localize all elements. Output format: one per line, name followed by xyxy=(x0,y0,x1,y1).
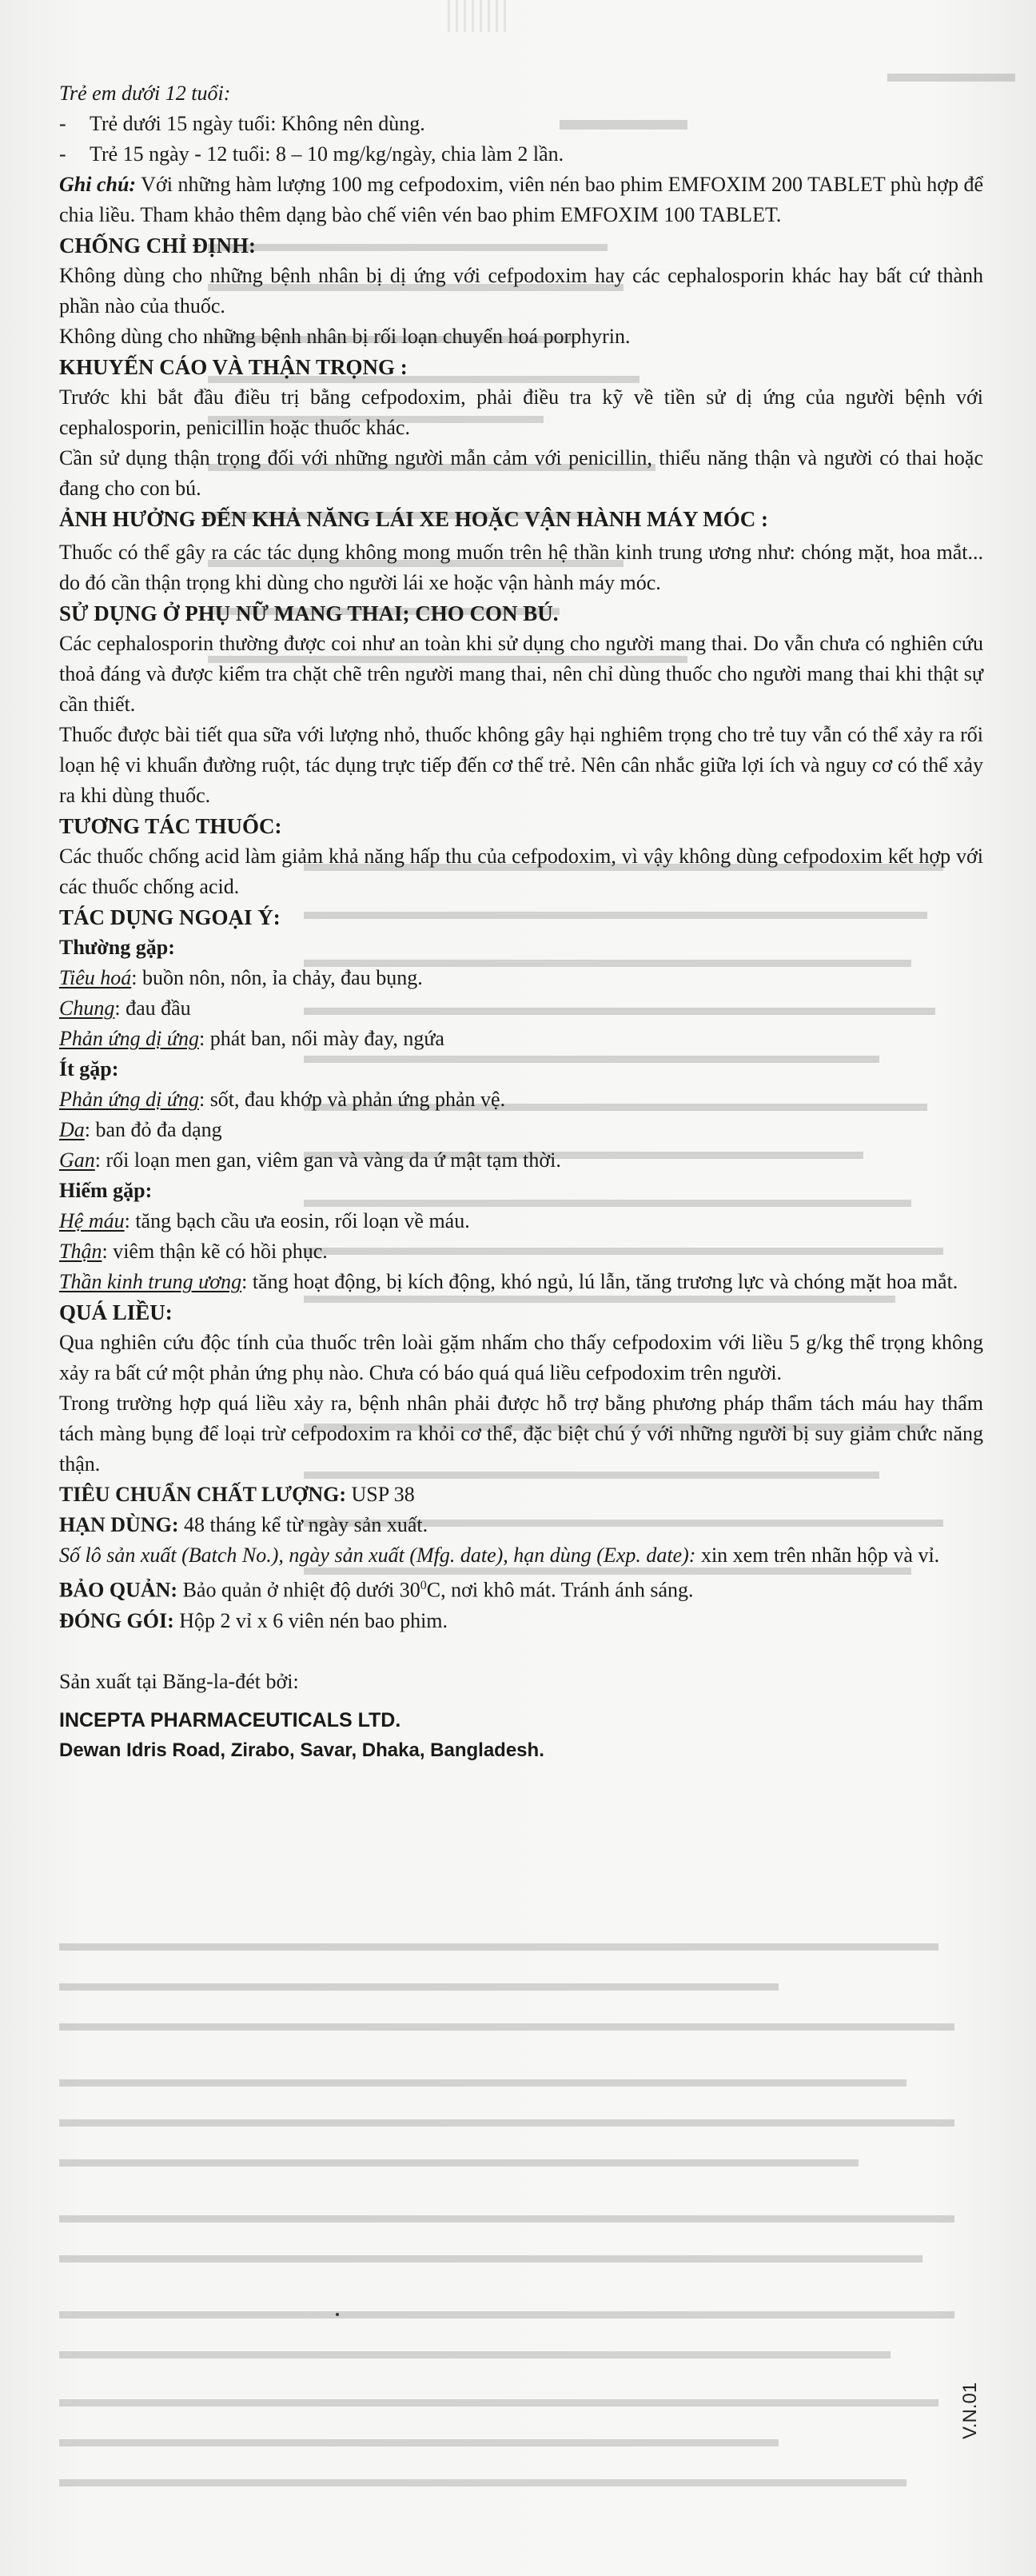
overdose-heading: QUÁ LIỀU: xyxy=(59,1300,173,1324)
leaflet-text xyxy=(59,78,983,1766)
paragraph: Qua nghiên cứu độc tính của thuốc trên loài gặm nhấm cho thấy cefpodoxim với liều 5 g/kg thể trọng không xảy ra bất cứ một phản ứng phụ nào. Chưa có báo quá quá liều cefpodoxim trên người. xyxy=(59,1331,983,1384)
common-title: Thường gặp: xyxy=(59,936,175,959)
paragraph: Trong trường hợp quá liều xảy ra, bệnh nhân phải được hỗ trợ bằng phương pháp thẩm tách máu hay thẩm tách màng bụng để loại trừ cefpodoxim ra khỏi cơ thể, đặc biệt chú ý với những người bị suy giảm chức năng thận. xyxy=(59,1392,983,1476)
fold-mark xyxy=(448,0,512,32)
side-effect-item: Thần kinh trung ương: tăng hoạt động, bị kích động, khó ngủ, lú lẫn, tăng trương lực và chóng mặt hoa mắt. xyxy=(59,1270,958,1293)
dosage-note: Ghi chú: Với những hàm lượng 100 mg cefpodoxim, viên nén bao phim EMFOXIM 200 TABLET phù hợp để chia liều. Tham khảo thêm dạng bào chế viên vén bao phim EMFOXIM 100 TABLET. xyxy=(59,173,984,226)
paragraph: Không dùng cho những bệnh nhân bị dị ứng với cefpodoxim hay các cephalosporin khác hay bất cứ thành phần nào của thuốc. xyxy=(59,264,983,318)
side-effect-item: Phản ứng dị ứng: phát ban, nổi mày đay, ngứa xyxy=(59,1027,444,1050)
side-effect-item: Phản ứng dị ứng: sốt, đau khớp và phản ứng phản vệ. xyxy=(59,1088,506,1111)
paragraph: Trước khi bắt đầu điều trị bằng cefpodoxim, phải điều tra kỹ về tiền sử dị ứng của người bệnh với cephalosporin, penicillin hoặc thuốc khác. xyxy=(59,385,983,439)
version-code: V.N.01 xyxy=(959,2382,981,2439)
side-effect-item: Chung: đau đầu xyxy=(59,996,191,1020)
paragraph: Các cephalosporin thường được coi như an toàn khi sử dụng cho người mang thai. Do vẫn chưa có nghiên cứu thoả đáng và được kiểm tra chặt chẽ trên người mang thai, nên chỉ dùng thuốc cho người mang thai khi thật sự cần thiết. xyxy=(59,632,983,716)
paragraph: Các thuốc chống acid làm giảm khả năng hấp thu của cefpodoxim, vì vậy không dùng cefpodoxim kết hợp với các thuốc chống acid. xyxy=(59,845,983,898)
side-effect-item: Thận: viêm thận kẽ có hồi phục. xyxy=(59,1240,328,1263)
contraindications-heading: CHỐNG CHỈ ĐỊNH: xyxy=(59,234,257,258)
paragraph: Thuốc được bài tiết qua sữa với lượng nhỏ, thuốc không gây hại nghiêm trọng cho trẻ tuy vẫn có thể xảy ra rối loạn hệ vi khuẩn đường ruột, tác dụng trực tiếp đến cơ thể trẻ. Nên cân nhắc giữa lợi ích và nguy cơ có thể xảy ra khi dùng thuốc. xyxy=(59,723,983,807)
side-effect-item: Hệ máu: tăng bạch cầu ưa eosin, rối loạn về máu. xyxy=(59,1209,470,1232)
expiry: HẠN DÙNG: 48 tháng kể từ ngày sản xuất. xyxy=(59,1513,428,1536)
storage: BẢO QUẢN: Bảo quản ở nhiệt độ dưới $30^0C$, nơi khô mát. Tránh ánh sáng. xyxy=(59,1578,694,1602)
paragraph: Thuốc có thể gây ra các tác dụng không mong muốn trên hệ thần kinh trung ương như: chóng mặt, hoa mắt... do đó cần thận trọng khi dùng cho người lái xe hoặc vận hành máy móc. xyxy=(59,541,983,594)
print-dot xyxy=(336,2313,339,2316)
made-in: Sản xuất tại Băng-la-đét bởi: xyxy=(59,1669,299,1693)
list-item: - Trẻ dưới 15 ngày tuổi: Không nên dùng. xyxy=(59,112,425,135)
packing: ĐÓNG GÓI: Hộp 2 vỉ x 6 viên nén bao phim. xyxy=(59,1608,448,1632)
paragraph: Cần sử dụng thận trọng đối với những người mẫn cảm với penicillin, thiểu năng thận và người có thai hoặc đang cho con bú. xyxy=(59,446,983,500)
side-effect-item: Gan: rối loạn men gan, viêm gan và vàng da ứ mật tạm thời. xyxy=(59,1148,561,1172)
list-item: - Trẻ 15 ngày - 12 tuổi: 8 – 10 mg/kg/ngày, chia làm 2 lần. xyxy=(59,142,564,166)
uncommon-title: Ít gặp: xyxy=(59,1057,119,1080)
manufacturer-address: Dewan Idris Road, Zirabo, Savar, Dhaka, Bangladesh. xyxy=(59,1739,544,1761)
interactions-heading: TƯƠNG TÁC THUỐC: xyxy=(59,814,282,838)
side-effect-item: Da: ban đỏ đa dạng xyxy=(59,1118,222,1141)
pregnancy-heading: SỬ DỤNG Ở PHỤ NỮ MANG THAI; CHO CON BÚ. xyxy=(59,601,559,625)
children-dosage-title: Trẻ em dưới 12 tuổi: xyxy=(59,82,231,105)
warnings-heading: KHUYẾN CÁO VÀ THẬN TRỌNG : xyxy=(59,355,408,379)
manufacturer-name: INCEPTA PHARMACEUTICALS LTD. xyxy=(59,1708,401,1731)
batch-info: Số lô sản xuất (Batch No.), ngày sản xuất (Mfg. date), hạn dùng (Exp. date): xin xem trên nhãn hộp và vỉ. xyxy=(59,1544,940,1567)
rare-title: Hiếm gặp: xyxy=(59,1179,153,1202)
quality-standard: TIÊU CHUẨN CHẤT LƯỢNG: USP 38 xyxy=(59,1483,415,1506)
side-effect-item: Tiêu hoá: buồn nôn, nôn, ỉa chảy, đau bụng. xyxy=(59,966,423,989)
driving-heading: ẢNH HƯỞNG ĐẾN KHẢ NĂNG LÁI XE HOẶC VẬN HÀNH MÁY MÓC : xyxy=(59,507,768,531)
paragraph: Không dùng cho những bệnh nhân bị rối loạn chuyển hoá porphyrin. xyxy=(59,325,631,348)
side-effects-heading: TÁC DỤNG NGOẠI Ý: xyxy=(59,905,281,929)
